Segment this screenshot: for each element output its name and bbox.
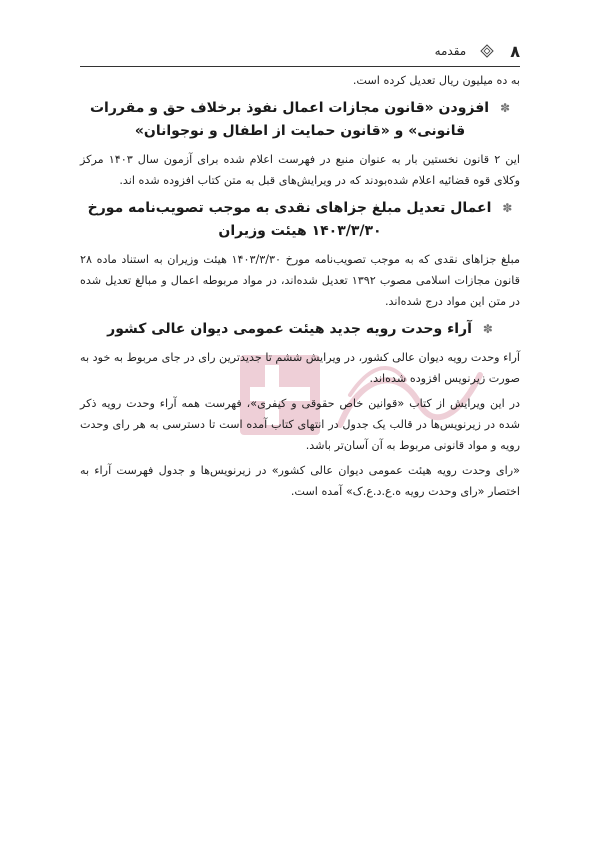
diamond-ornament-icon <box>480 44 494 58</box>
section-title: مقدمه <box>434 44 467 58</box>
heading-fine-adjustment <box>80 197 520 243</box>
flower-bullet-icon: ✽ <box>502 201 513 215</box>
paragraph-fine-adjustment: مبلغ جزاهای نقدی که به موجب تصویب‌نامه مورخ ۱۴۰۳/۳/۳۰ هیئت وزیران به استناد ماده ۲۸ قانون مجازات اسلامی مصوب ۱۳۹۲ تعدیل شده‌اند، در مواد مربوطه اعمال و مبالغ تعدیل شده در متن این مواد درج شده‌اند. <box>80 253 521 308</box>
header-divider <box>80 66 520 67</box>
heading-new-laws-text: افزودن «قانون مجازات اعمال نفوذ برخلاف حق و مقررات قانونی» و «قانون حمایت از اطفال و نوجوانان» <box>89 100 490 139</box>
heading-new-laws <box>80 97 520 143</box>
flower-bullet-icon: ✽ <box>499 101 511 115</box>
heading-unified-rulings <box>80 318 520 341</box>
intro-paragraph: به ده میلیون ریال تعدیل کرده است. <box>352 74 520 87</box>
page-header <box>80 40 520 62</box>
paragraph-unified-rulings-1: آراء وحدت رویه دیوان عالی کشور، در ویرایش ششم تا جدیدترین رای در جای مربوط به خود به صورت زیرنویس افزوده شده‌اند. <box>80 351 520 385</box>
page-number: ۸ <box>510 41 520 61</box>
flower-bullet-icon: ✽ <box>482 322 493 336</box>
heading-unified-rulings-text: آراء وحدت رویه جدید هیئت عمومی دیوان عالی کشور <box>107 321 472 337</box>
paragraph-unified-rulings-2: در این ویرایش از کتاب «قوانین خاص حقوقی و کیفری»، فهرست همه آراء وحدت رویه ذکر شده در زیرنویس‌ها در قالب یک جدول در انتهای کتاب آمده است تا دسترسی به هر رای وحدت رویه و مواد قانونی مربوط به آن آسان‌تر باشد. <box>80 397 520 452</box>
heading-fine-adjustment-text: اعمال تعدیل مبلغ جزاهای نقدی به موجب تصویب‌نامه مورخ ۱۴۰۳/۳/۳۰ هیئت وزیران <box>87 200 492 239</box>
paragraph-new-laws: این ۲ قانون نخستین بار به عنوان منبع در فهرست اعلام شده برای آزمون سال ۱۴۰۳ مرکز وکلای قوه قضائیه اعلام شده‌بودند که در ویرایش‌های قبل به متن کتاب افزوده شده اند. <box>80 153 521 187</box>
paragraph-unified-rulings-3: «رای وحدت رویه هیئت عمومی دیوان عالی کشور» در زیرنویس‌ها و جدول فهرست آراء به اختصار «رای وحدت رویه ه.ع.د.ع.ک» آمده است. <box>80 464 520 498</box>
page-content <box>80 70 520 506</box>
